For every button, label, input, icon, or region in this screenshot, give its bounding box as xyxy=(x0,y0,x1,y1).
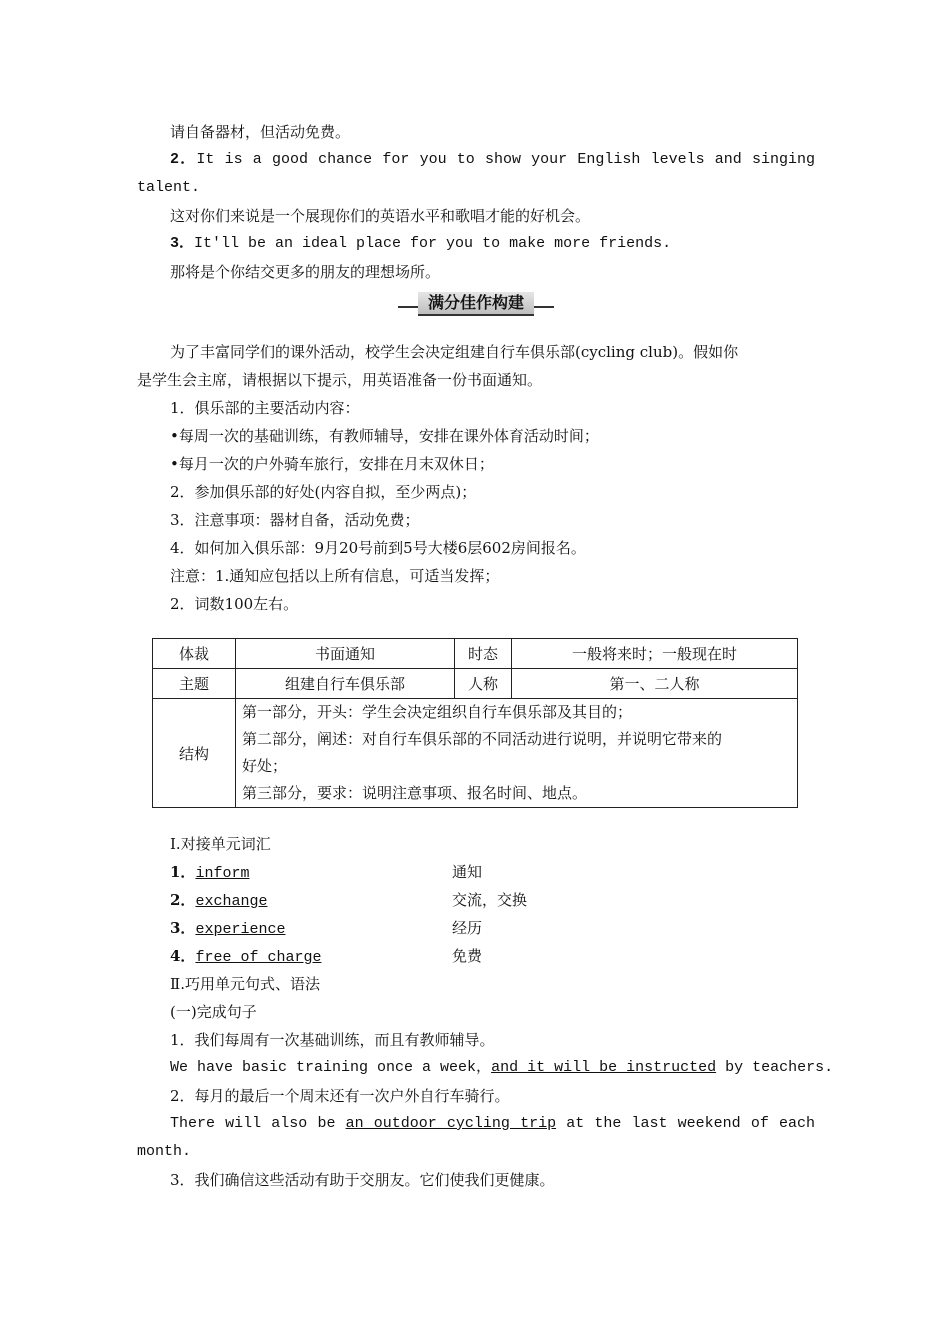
item-number: 1． xyxy=(170,863,196,881)
task-note-1: 注意：1.通知应包括以上所有信息，可适当发挥； xyxy=(170,567,500,585)
task-bullet-1: •每周一次的基础训练，有教师辅导，安排在课外体育活动时间； xyxy=(170,427,599,445)
sentence-text: at the last weekend of each xyxy=(556,1115,815,1132)
sentence-2-cn: 这对你们来说是一个展现你们的英语水平和歌唱才能的好机会。 xyxy=(170,207,591,225)
vocab-word: free of charge xyxy=(195,949,322,966)
task-bullet-2: •每月一次的户外骑车旅行，安排在月末双休日； xyxy=(170,455,494,473)
structure-line: 第一部分，开头：学生会决定组织自行车俱乐部及其目的； xyxy=(242,703,633,721)
vocab-item xyxy=(137,914,815,942)
table-cell: 体裁 xyxy=(153,639,236,669)
question-2-cn: 2．每月的最后一个周末还有一次户外自行车骑行。 xyxy=(170,1087,510,1105)
vocab-word: exchange xyxy=(195,893,268,910)
sentence-text: by teachers. xyxy=(716,1059,834,1076)
task-point-4: 4．如何加入俱乐部：9月20号前到5号大楼6层602房间报名。 xyxy=(170,539,586,557)
task-note-2: 2．词数100左右。 xyxy=(170,595,299,613)
task-point-3: 3．注意事项：器材自备，活动免费； xyxy=(170,511,420,529)
item-number: 4． xyxy=(170,947,196,965)
document-page xyxy=(137,118,834,1194)
structure-line: 好处； xyxy=(242,757,288,775)
structure-line: 第三部分，要求：说明注意事项、报名时间、地点。 xyxy=(242,784,588,802)
banner-rule-right xyxy=(534,306,554,308)
item-number: 3． xyxy=(170,919,196,937)
sentence-2-en xyxy=(137,146,815,174)
task-point-1: 1．俱乐部的主要活动内容： xyxy=(170,399,360,417)
task-intro: 为了丰富同学们的课外活动，校学生会决定组建自行车俱乐部(cycling club)。假如你 xyxy=(170,343,739,361)
question-3-cn: 3．我们确信这些活动有助于交朋友。它们使我们更健康。 xyxy=(170,1171,555,1189)
vocab-heading: Ⅰ.对接单元词汇 xyxy=(170,835,271,853)
sentence-3-en xyxy=(137,230,815,258)
question-1-cn: 1．我们每周有一次基础训练，而且有教师辅导。 xyxy=(170,1031,495,1049)
section-banner xyxy=(137,286,815,322)
sentence-text: It'll be an ideal place for you to make more friends. xyxy=(194,235,672,252)
vocab-word: experience xyxy=(195,921,286,938)
task-intro-cont: 是学生会主席，请根据以下提示，用英语准备一份书面通知。 xyxy=(137,371,543,389)
vocab-item xyxy=(137,858,815,886)
question-1-en xyxy=(137,1054,834,1082)
structure-line: 第二部分，阐述：对自行车俱乐部的不同活动进行说明，并说明它带来的 xyxy=(242,730,723,748)
text-line: 请自备器材，但活动免费。 xyxy=(170,123,351,141)
answer-text: and it will be instructed xyxy=(491,1059,717,1076)
table-cell: 主题 xyxy=(153,669,236,699)
table-cell: 人称 xyxy=(455,669,512,699)
table-cell: 组建自行车俱乐部 xyxy=(236,669,455,699)
grammar-subheading: (一)完成句子 xyxy=(170,1003,257,1021)
table-row xyxy=(153,639,798,669)
sentence-text: It is a good chance for you to show your English levels and singing xyxy=(196,151,815,168)
answer-text: an outdoor cycling trip xyxy=(345,1115,557,1132)
question-2-en xyxy=(137,1110,815,1138)
table-cell: 结构 xyxy=(153,699,236,808)
table-cell: 书面通知 xyxy=(236,639,455,669)
banner-rule-left xyxy=(398,306,418,308)
banner-title: 满分佳作构建 xyxy=(418,292,534,316)
grammar-heading: Ⅱ.巧用单元句式、语法 xyxy=(170,975,320,993)
item-number: 2． xyxy=(170,891,196,909)
question-2-en-cont: month. xyxy=(137,1143,192,1160)
table-cell: 一般将来时；一般现在时 xyxy=(512,639,798,669)
vocab-item xyxy=(137,942,815,970)
table-cell: 时态 xyxy=(455,639,512,669)
task-point-2: 2．参加俱乐部的好处(内容自拟，至少两点)； xyxy=(170,483,477,501)
table-row xyxy=(153,669,798,699)
sentence-text: There will also be xyxy=(170,1115,346,1132)
sentence-2-en-cont: talent. xyxy=(137,179,201,196)
structure-cell xyxy=(236,699,798,808)
item-number: 2． xyxy=(170,151,197,168)
vocab-meaning: 经历 xyxy=(452,919,483,937)
vocab-word: inform xyxy=(195,865,250,882)
table-cell: 第一、二人称 xyxy=(512,669,798,699)
analysis-table xyxy=(152,638,798,808)
vocab-meaning: 交流，交换 xyxy=(452,891,528,909)
sentence-3-cn: 那将是个你结交更多的朋友的理想场所。 xyxy=(170,263,441,281)
vocab-meaning: 免费 xyxy=(452,947,483,965)
sentence-text: We have basic training once a week， xyxy=(170,1059,492,1076)
vocab-meaning: 通知 xyxy=(452,863,483,881)
item-number: 3． xyxy=(170,235,195,252)
vocab-item xyxy=(137,886,815,914)
table-row xyxy=(153,699,798,808)
